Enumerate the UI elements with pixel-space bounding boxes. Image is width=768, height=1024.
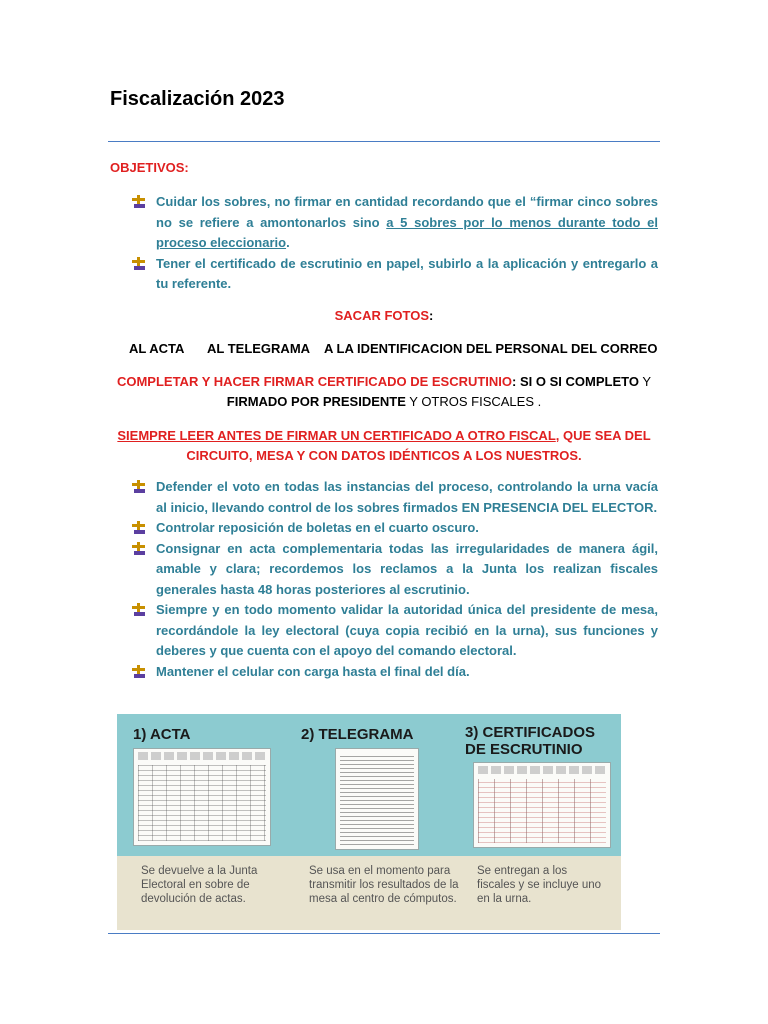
completar-y: Y [638,374,652,389]
foto-item-telegrama: AL TELEGRAMA [207,341,311,356]
plus-arrow-bullet-icon [132,521,146,535]
telegrama-title: 2) TELEGRAMA [301,726,414,743]
documents-infographic [117,714,621,930]
list-item [132,192,658,254]
certificados-title-line2: DE ESCRUTINIO [465,741,583,758]
plus-arrow-bullet-icon [132,603,146,617]
plus-arrow-bullet-icon [132,542,146,556]
completar-otros: Y OTROS FISCALES . [405,394,542,409]
accion-text: Consignar en acta complementaria todas las irregularidades de manera ágil, amable y clara; recordemos los reclamos a la Junta los realizan fiscales generales hasta 48 horas posteriores al escrutinio. [156,540,658,597]
sacar-fotos-colon: : [429,308,434,323]
siempre-underlined: SIEMPRE LEER ANTES DE FIRMAR UN CERTIFICADO A OTRO FISCAL [117,428,556,443]
completar-paragraph [108,372,660,412]
list-item [132,518,658,539]
objetivos-list [132,192,658,295]
foto-item-identificacion: A LA IDENTIFICACION DEL PERSONAL DEL CORREO [324,341,658,356]
telegrama-caption: Se usa en el momento para transmitir los resultados de la mesa al centro de cómputos. [309,865,459,905]
list-item [132,539,658,601]
acciones-list [132,477,658,682]
title-divider [108,141,660,142]
acta-title: 1) ACTA [133,726,191,743]
completar-firmado: FIRMADO POR PRESIDENTE [226,394,406,409]
objetivos-heading: OBJETIVOS: [110,160,189,175]
telegrama-document-image [335,748,419,850]
list-item [132,254,658,295]
list-item [132,662,658,683]
siempre-leer-paragraph [108,426,660,466]
certificados-caption: Se entregan a los fiscales y se incluye uno en la urna. [477,865,602,905]
list-item [132,477,658,518]
plus-arrow-bullet-icon [132,480,146,494]
plus-arrow-bullet-icon [132,665,146,679]
footer-divider [108,933,660,934]
acta-document-image [133,748,271,846]
plus-arrow-bullet-icon [132,195,146,209]
completar-red-text: COMPLETAR Y HACER FIRMAR CERTIFICADO DE ESCRUTINIO [116,374,513,389]
list-item [132,600,658,662]
accion-text: Defender el voto en todas las instancias del proceso, controlando la urna vacía al inicio, llevando control de los sobres firmados EN PRESENCIA DEL ELECTOR. [156,479,658,515]
accion-text: Mantener el celular con carga hasta el final del día. [156,663,470,679]
certificados-title [465,724,595,758]
siempre-rest: , QUE SEA DEL CIRCUITO, MESA Y CON DATOS IDÉNTICOS A LOS NUESTROS. [186,428,651,463]
certificados-title-line1: 3) CERTIFICADOS [465,724,596,741]
foto-item-acta: AL ACTA [129,341,185,356]
objetivo-text: Tener el certificado de escrutinio en papel, subirlo a la aplicación y entregarlo a tu referente. [156,255,658,291]
accion-text: Controlar reposición de boletas en el cuarto oscuro. [156,520,479,535]
page-title: Fiscalización 2023 [110,88,285,110]
objetivo-text: Cuidar los sobres, no firmar en cantidad recordando que el “firmar cinco sobres no se refiere a amontonarlos sino [156,194,658,230]
accion-text: Siempre y en todo momento validar la autoridad única del presidente de mesa, recordándole la ley electoral (cuya copia recibió en la urna), sus funciones y deberes y que cuenta con el apoyo del comando electoral. [156,602,658,658]
completar-si-o-si: SI O SI COMPLETO [520,374,639,389]
certificados-document-image [473,762,611,848]
acta-caption: Se devuelve a la Junta Electoral en sobre de devolución de actas. [141,865,258,905]
objetivo-text-end: . [286,235,290,250]
fotos-items-row [0,341,768,359]
sacar-fotos-heading [108,308,660,323]
completar-colon: : [512,374,520,389]
sacar-fotos-label: SACAR FOTOS [334,308,430,323]
objetivo-underlined: a 5 sobres por lo menos durante todo el proceso eleccionario [156,214,658,250]
plus-arrow-bullet-icon [132,257,146,271]
